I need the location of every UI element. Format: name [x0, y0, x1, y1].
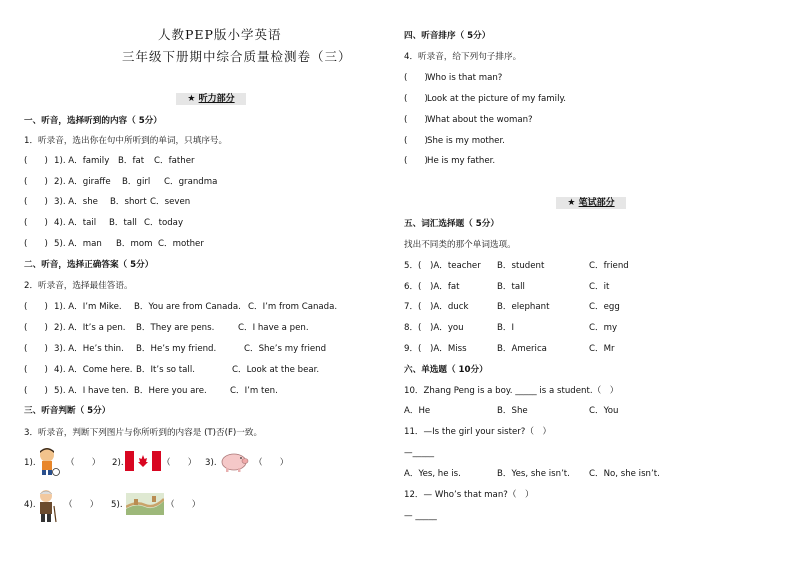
q11-option-a: A．Yes, he is. [404, 469, 461, 479]
question-10[interactable]: 10．Zhang Peng is a boy. _____ is a student.（ ） [404, 386, 619, 396]
section1-heading: 一、听音，选择听到的内容（ 5分） [24, 116, 162, 126]
answer-paren[interactable]: ( ) [24, 218, 48, 228]
option-a: 2). A．It’s a pen. [54, 323, 126, 333]
option-b: B．You are from Canada. [134, 302, 241, 312]
option-c: C．Mr [589, 344, 615, 354]
sentence: Who is that man? [427, 73, 503, 83]
option-a: 3). A．He’s thin. [54, 344, 124, 354]
option-a[interactable]: 5．( )A．teacher [404, 261, 481, 271]
answer-paren[interactable]: ( ) [24, 197, 48, 207]
option-b: B．America [497, 344, 547, 354]
great-wall-picture-icon [126, 493, 164, 515]
option-a: 4). A．tail [54, 218, 97, 228]
option-b: B．fat [118, 156, 145, 166]
option-a: 1). A．I’m Mike. [54, 302, 122, 312]
option-b: B．I [497, 323, 515, 333]
option-a: 4). A．Come here. [54, 365, 133, 375]
option-a: 5). A．I have ten. [54, 386, 129, 396]
option-c: C．I’m from Canada. [248, 302, 338, 312]
section5-heading: 五、词汇选择题（ 5分） [404, 219, 499, 229]
option-a[interactable]: 7．( )A．duck [404, 302, 469, 312]
option-c: C．father [154, 156, 195, 166]
answer-paren[interactable]: ( ) [24, 323, 48, 333]
section6-heading: 六、单选题（ 10分） [404, 365, 488, 375]
option-b: B．They are pens. [136, 323, 215, 333]
order-paren[interactable]: ( ) [404, 156, 428, 166]
option-b: B．tall [109, 218, 137, 228]
section2-instruction: 2．听录音，选择最佳答语。 [24, 281, 133, 291]
q10-option-c: C．You [589, 406, 619, 416]
option-c: C．mother [158, 239, 204, 249]
section1-instruction: 1．听录音，选出你在句中所听到的单词，只填序号。 [24, 136, 228, 146]
star-icon: ★ [187, 94, 196, 104]
option-a[interactable]: 8．( )A．you [404, 323, 464, 333]
answer-paren[interactable]: ( ) [24, 302, 48, 312]
option-b: B．student [497, 261, 545, 271]
answer-paren[interactable]: ( ) [24, 344, 48, 354]
option-b: B．short [110, 197, 147, 207]
option-b: B．elephant [497, 302, 550, 312]
option-c: C．I’m ten. [230, 386, 278, 396]
option-a[interactable]: 9．( )A．Miss [404, 344, 467, 354]
q11-option-c: C．No, she isn’t. [589, 469, 660, 479]
section4-instruction: 4．听录音，给下列句子排序。 [404, 52, 522, 62]
doc-title-line1: 人教PEP版小学英语 [158, 27, 282, 42]
answer-blank[interactable]: （ ） [166, 500, 201, 510]
option-a: 3). A．she [54, 197, 98, 207]
boy-picture-icon [33, 446, 61, 476]
answer-blank[interactable]: （ ） [64, 500, 99, 510]
option-a: 1). A．family [54, 156, 110, 166]
answer-blank[interactable]: （ ） [66, 458, 101, 468]
writing-part-label: 笔试部分 [578, 198, 615, 208]
option-c: C．grandma [164, 177, 218, 187]
q11-answer-blank: —_____ [404, 448, 435, 458]
option-c: C．my [589, 323, 618, 333]
option-c: C．friend [589, 261, 629, 271]
question-11[interactable]: 11．—Is the girl your sister?（ ） [404, 427, 552, 437]
q11-option-b: B．Yes, she isn’t. [497, 469, 570, 479]
option-c: C．egg [589, 302, 620, 312]
option-a[interactable]: 6．( )A．fat [404, 282, 460, 292]
option-b: B．girl [122, 177, 151, 187]
answer-blank[interactable]: （ ） [254, 458, 289, 468]
q12-answer-blank: — _____ [404, 511, 437, 521]
option-c: C．today [144, 218, 184, 228]
section5-instruction: 找出不同类的那个单词选项。 [404, 240, 516, 250]
option-b: B．tall [497, 282, 525, 292]
sentence: Look at the picture of my family. [427, 94, 567, 104]
answer-paren[interactable]: ( ) [24, 239, 48, 249]
option-a: 5). A．man [54, 239, 102, 249]
q10-option-a: A．He [404, 406, 431, 416]
section4-heading: 四、听音排序（ 5分） [404, 31, 491, 41]
option-a: 2). A．giraffe [54, 177, 111, 187]
q10-option-b: B．She [497, 406, 528, 416]
picture-label-1: 1). [24, 458, 36, 468]
answer-paren[interactable]: ( ) [24, 156, 48, 166]
section3-instruction: 3．听录音，判断下列图片与你所听到的内容是 (T)否(F)一致。 [24, 428, 263, 438]
picture-label-2: 2). [112, 458, 124, 468]
option-c: C．She’s my friend [244, 344, 327, 354]
option-c: C．Look at the bear. [232, 365, 320, 375]
sentence: He is my father. [427, 156, 496, 166]
sentence: She is my mother. [427, 136, 505, 146]
answer-paren[interactable]: ( ) [24, 177, 48, 187]
option-c: C．I have a pen. [238, 323, 309, 333]
order-paren[interactable]: ( ) [404, 136, 428, 146]
writing-part-banner [556, 197, 626, 209]
option-b: B．mom [116, 239, 153, 249]
order-paren[interactable]: ( ) [404, 115, 428, 125]
picture-label-4: 4). [24, 500, 36, 510]
picture-label-5: 5). [111, 500, 123, 510]
star-icon: ★ [567, 198, 576, 208]
canada-flag-icon [125, 451, 161, 471]
option-b: B．It’s so tall. [136, 365, 195, 375]
listening-part-banner [176, 93, 246, 105]
listening-part-label: 听力部分 [198, 94, 235, 104]
doc-title-line2: 三年级下册期中综合质量检测卷（三） [122, 49, 352, 64]
question-12[interactable]: 12．— Who’s that man?（ ） [404, 490, 534, 500]
order-paren[interactable]: ( ) [404, 73, 428, 83]
grandpa-picture-icon [34, 489, 58, 523]
option-c: C．seven [150, 197, 191, 207]
answer-paren[interactable]: ( ) [24, 386, 48, 396]
option-c: C．it [589, 282, 610, 292]
option-b: B．Here you are. [134, 386, 207, 396]
section2-heading: 二、听音，选择正确答案（ 5分） [24, 260, 154, 270]
picture-label-3: 3). [205, 458, 217, 468]
sentence: What about the woman? [427, 115, 533, 125]
answer-blank[interactable]: （ ） [162, 458, 197, 468]
answer-paren[interactable]: ( ) [24, 365, 48, 375]
option-b: B．He’s my friend. [136, 344, 217, 354]
section3-heading: 三、听音判断（ 5分） [24, 406, 111, 416]
pig-picture-icon [218, 449, 250, 473]
order-paren[interactable]: ( ) [404, 94, 428, 104]
